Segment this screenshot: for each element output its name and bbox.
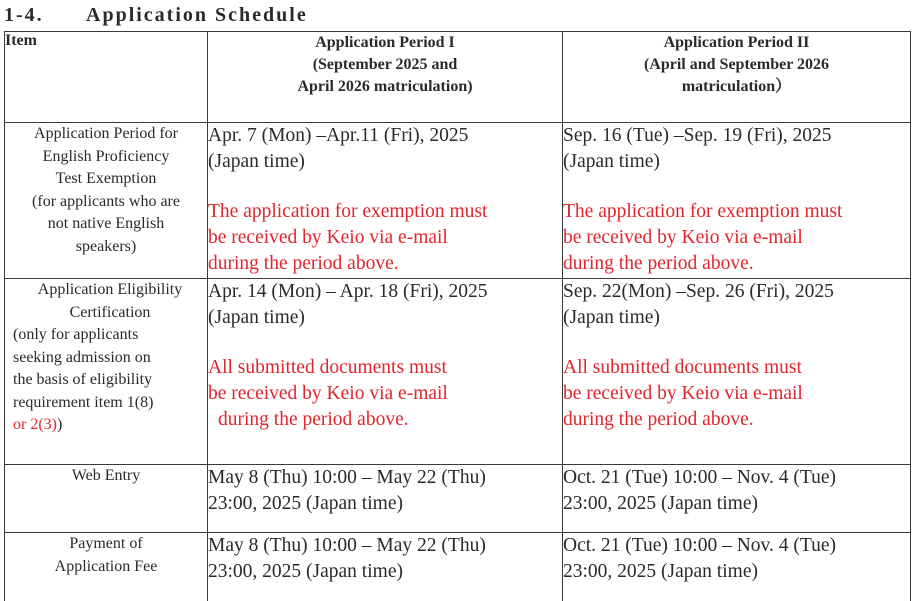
item-line: Test Exemption [55, 170, 157, 187]
item-line: the basis of eligibility [13, 371, 153, 388]
date-range: 23:00, 2025 (Japan time) [208, 493, 403, 514]
header-period-2-line: Application Period II [663, 34, 810, 51]
date-range: 23:00, 2025 (Japan time) [208, 561, 403, 582]
header-period-1-line: (September 2025 and [312, 56, 458, 73]
table-row [5, 533, 911, 601]
deadline-note: The application for exemption must [208, 201, 488, 222]
item-red-tail: or 2(3) [13, 416, 57, 433]
header-row [5, 32, 911, 123]
item-line: (only for applicants [13, 326, 139, 343]
header-period-1-line: April 2026 matriculation) [297, 78, 473, 95]
header-period-1-line: Application Period I [315, 34, 455, 51]
deadline-note: be received by Keio via e-mail [208, 227, 448, 248]
period-2-exemption [563, 123, 911, 279]
deadline-note: be received by Keio via e-mail [208, 383, 448, 404]
item-tail: ) [56, 416, 63, 433]
item-line: speakers) [75, 237, 137, 255]
application-schedule-table [4, 31, 911, 601]
date-range: 23:00, 2025 (Japan time) [563, 493, 758, 514]
deadline-note: during the period above. [563, 253, 754, 274]
item-line [13, 414, 207, 437]
item-line: Web Entry [71, 467, 141, 484]
timezone-note: (Japan time) [208, 307, 305, 328]
period-2-payment [563, 533, 911, 601]
timezone-note: (Japan time) [563, 307, 660, 328]
period-1-web-entry [208, 465, 563, 533]
period-1-eligibility [208, 279, 563, 465]
item-line: Certification [69, 303, 151, 321]
item-line: Application Eligibility [37, 281, 183, 298]
deadline-note: be received by Keio via e-mail [563, 383, 803, 404]
date-range: Oct. 21 (Tue) 10:00 – Nov. 4 (Tue) [563, 535, 836, 556]
date-range: Sep. 16 (Tue) –Sep. 19 (Fri), 2025 [563, 125, 832, 146]
date-range: Sep. 22(Mon) –Sep. 26 (Fri), 2025 [563, 281, 834, 302]
deadline-note: during the period above. [563, 409, 754, 430]
item-line: Application Fee [54, 557, 158, 575]
item-line: seeking admission on [13, 348, 151, 366]
row-item-web-entry [5, 465, 208, 533]
section-title: Application Schedule [86, 4, 308, 26]
period-2-web-entry [563, 465, 911, 533]
date-range: May 8 (Thu) 10:00 – May 22 (Thu) [208, 467, 486, 488]
section-number: 1-4. [4, 4, 44, 26]
deadline-note: All submitted documents must [208, 357, 447, 378]
date-range: 23:00, 2025 (Japan time) [563, 561, 758, 582]
date-range: Apr. 7 (Mon) –Apr.11 (Fri), 2025 [208, 125, 469, 146]
table-row [5, 123, 911, 279]
item-line: Application Period for [34, 125, 178, 142]
header-period-2-line: matriculation） [681, 78, 792, 95]
header-period-2-line: (April and September 2026 [643, 56, 830, 73]
deadline-note: during the period above. [218, 409, 409, 430]
table-row [5, 279, 911, 465]
item-line: not native English [47, 215, 165, 232]
deadline-note: be received by Keio via e-mail [563, 227, 803, 248]
item-line: Payment of [69, 535, 143, 552]
period-1-exemption [208, 123, 563, 279]
item-line: requirement item 1(8) [13, 393, 154, 411]
date-range: Oct. 21 (Tue) 10:00 – Nov. 4 (Tue) [563, 467, 836, 488]
row-item-exemption [5, 123, 208, 279]
deadline-note: during the period above. [208, 253, 399, 274]
timezone-note: (Japan time) [563, 151, 660, 172]
item-line: (for applicants who are [32, 192, 180, 210]
header-item: Item [5, 32, 208, 123]
date-range: Apr. 14 (Mon) – Apr. 18 (Fri), 2025 [208, 281, 488, 302]
period-1-payment [208, 533, 563, 601]
section-heading [4, 4, 308, 27]
row-item-payment [5, 533, 208, 601]
date-range: May 8 (Thu) 10:00 – May 22 (Thu) [208, 535, 486, 556]
header-period-2 [563, 32, 911, 123]
period-2-eligibility [563, 279, 911, 465]
timezone-note: (Japan time) [208, 151, 305, 172]
deadline-note: All submitted documents must [563, 357, 802, 378]
deadline-note: The application for exemption must [563, 201, 843, 222]
header-period-1 [208, 32, 563, 123]
table-row [5, 465, 911, 533]
row-item-eligibility [5, 279, 208, 465]
item-line: English Proficiency [42, 147, 170, 165]
